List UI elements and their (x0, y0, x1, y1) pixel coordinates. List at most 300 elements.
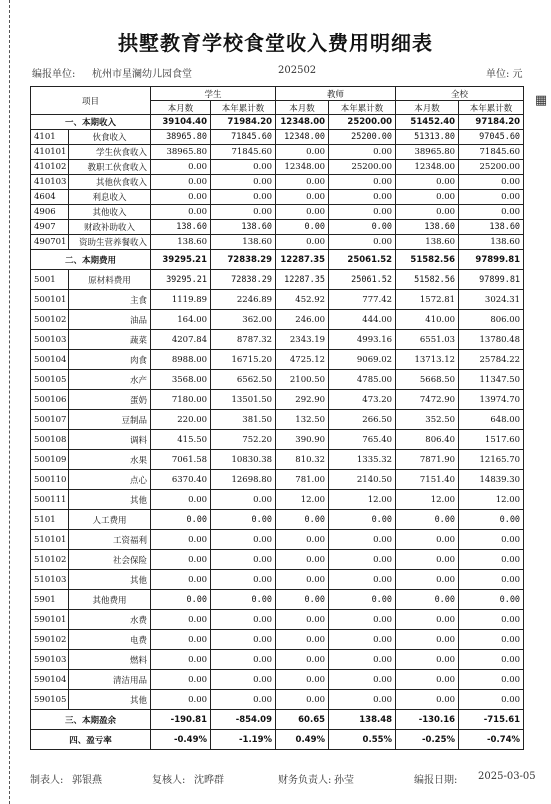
row-value-cell: 0.00 (396, 670, 459, 690)
row-value-cell: 138.60 (211, 235, 276, 250)
row-value-cell: 0.00 (396, 590, 459, 610)
row-value-cell: 0.00 (276, 220, 329, 235)
row-value-cell: 0.00 (151, 590, 211, 610)
row-value-cell: 0.00 (276, 610, 329, 630)
row-value-cell: 266.50 (329, 410, 396, 430)
row-item-name: 蛋奶 (69, 390, 151, 410)
maker-label: 制表人: (30, 775, 64, 786)
row-value-cell: 0.00 (396, 510, 459, 530)
row-value-cell: 0.00 (211, 490, 276, 510)
table-row (31, 610, 524, 630)
finance-name: 孙莹 (334, 775, 354, 786)
row-account-code: 4906 (31, 205, 69, 220)
row-value-cell: 0.00 (329, 550, 396, 570)
row-item-name: 蔬菜 (69, 330, 151, 350)
row-account-code: 590105 (31, 690, 69, 710)
row-value-cell: 1119.89 (151, 290, 211, 310)
row-value-cell: 0.00 (151, 190, 211, 205)
row-value-cell: 0.00 (396, 550, 459, 570)
table-row (31, 550, 524, 570)
row-value-cell: 7151.40 (396, 470, 459, 490)
row-value-cell: 292.90 (276, 390, 329, 410)
header-group-student: 学生 (151, 87, 276, 101)
row-value-cell: 13974.70 (459, 390, 524, 410)
row-item-name: 肉食 (69, 350, 151, 370)
row-value-cell: 0.00 (211, 160, 276, 175)
row-value-cell: 11347.50 (459, 370, 524, 390)
row-item-name: 其他 (69, 690, 151, 710)
row-value-cell: 0.00 (211, 550, 276, 570)
row-value-cell: 0.00 (329, 235, 396, 250)
row-value-cell: 0.00 (329, 650, 396, 670)
row-value-cell: 781.00 (276, 470, 329, 490)
row-value-cell: 7180.00 (151, 390, 211, 410)
table-row (31, 270, 524, 290)
row-value-cell: 12.00 (396, 490, 459, 510)
table-row (31, 470, 524, 490)
row-value-cell: 4785.00 (329, 370, 396, 390)
row-value-cell: 0.49% (276, 730, 329, 750)
row-value-cell: 16715.20 (211, 350, 276, 370)
row-value-cell: 14839.30 (459, 470, 524, 490)
row-value-cell: 7061.58 (151, 450, 211, 470)
row-value-cell: -130.16 (396, 710, 459, 730)
row-value-cell: 0.00 (211, 530, 276, 550)
row-value-cell: 0.00 (276, 670, 329, 690)
header-month: 本月数 (396, 101, 459, 115)
row-value-cell: 6562.50 (211, 370, 276, 390)
row-item-name: 水费 (69, 610, 151, 630)
row-value-cell: 2100.50 (276, 370, 329, 390)
row-value-cell: 0.00 (211, 175, 276, 190)
header-group-school: 全校 (396, 87, 524, 101)
row-value-cell: 25200.00 (459, 160, 524, 175)
row-account-code: 4101 (31, 130, 69, 145)
row-account-code: 500105 (31, 370, 69, 390)
row-value-cell: 2140.50 (329, 470, 396, 490)
row-value-cell: 0.00 (329, 590, 396, 610)
row-value-cell: 9069.02 (329, 350, 396, 370)
row-value-cell: 0.00 (151, 690, 211, 710)
row-value-cell: 12165.70 (459, 450, 524, 470)
reviewer-label: 复核人: (152, 775, 186, 786)
table-row (31, 370, 524, 390)
row-value-cell: 0.00 (329, 630, 396, 650)
row-value-cell: 132.50 (276, 410, 329, 430)
table-row (31, 650, 524, 670)
row-item-name: 豆制品 (69, 410, 151, 430)
row-item-name: 利息收入 (69, 190, 151, 205)
row-item-name: 财政补助收入 (69, 220, 151, 235)
row-value-cell: 12348.00 (276, 160, 329, 175)
row-value-cell: 0.00 (459, 570, 524, 590)
report-title: 拱墅教育学校食堂收入费用明细表 (118, 31, 433, 55)
row-account-code: 500111 (31, 490, 69, 510)
row-account-code: 500108 (31, 430, 69, 450)
row-value-cell: 39104.40 (151, 115, 211, 130)
row-value-cell: 0.00 (329, 145, 396, 160)
row-value-cell: 0.00 (276, 690, 329, 710)
row-section-label: 一、本期收入 (31, 115, 151, 130)
table-row (31, 510, 524, 530)
row-value-cell: 1517.60 (459, 430, 524, 450)
row-value-cell: 164.00 (151, 310, 211, 330)
row-account-code: 410103 (31, 175, 69, 190)
row-value-cell: 0.00 (396, 630, 459, 650)
table-row (31, 630, 524, 650)
row-value-cell: 0.00 (151, 160, 211, 175)
header-ytd: 本年累计数 (329, 101, 396, 115)
row-account-code: 500107 (31, 410, 69, 430)
row-value-cell: 51582.56 (396, 270, 459, 290)
row-value-cell: 0.00 (276, 570, 329, 590)
row-account-code: 590101 (31, 610, 69, 630)
row-value-cell: 97899.81 (459, 270, 524, 290)
row-value-cell: 352.50 (396, 410, 459, 430)
row-account-code: 500102 (31, 310, 69, 330)
table-row (31, 250, 524, 270)
table-row (31, 130, 524, 145)
row-item-name: 油品 (69, 310, 151, 330)
row-value-cell: 138.60 (459, 235, 524, 250)
row-account-code: 510101 (31, 530, 69, 550)
row-value-cell: 0.00 (151, 670, 211, 690)
row-value-cell: 0.00 (211, 630, 276, 650)
row-value-cell: 0.00 (211, 190, 276, 205)
row-value-cell: 12698.80 (211, 470, 276, 490)
row-value-cell: 138.60 (211, 220, 276, 235)
report-date: 2025-03-05 (478, 771, 536, 782)
row-item-name: 其他费用 (69, 590, 151, 610)
header-group-teacher: 教师 (276, 87, 396, 101)
row-value-cell: 0.00 (276, 510, 329, 530)
row-value-cell: 0.00 (329, 690, 396, 710)
row-value-cell: 97899.81 (459, 250, 524, 270)
row-value-cell: 0.00 (151, 650, 211, 670)
row-value-cell: 0.00 (276, 650, 329, 670)
row-value-cell: 12348.00 (276, 130, 329, 145)
row-value-cell: 12.00 (276, 490, 329, 510)
row-value-cell: 0.00 (151, 490, 211, 510)
row-value-cell: 13713.12 (396, 350, 459, 370)
table-row (31, 175, 524, 190)
row-value-cell: 25200.00 (329, 160, 396, 175)
row-value-cell: 138.60 (396, 220, 459, 235)
row-item-name: 资助生营养餐收入 (69, 235, 151, 250)
row-value-cell: -0.74% (459, 730, 524, 750)
row-value-cell: 51313.80 (396, 130, 459, 145)
table-row (31, 205, 524, 220)
row-value-cell: 0.00 (276, 205, 329, 220)
row-value-cell: 0.00 (459, 190, 524, 205)
row-section-label: 三、本期盈余 (31, 710, 151, 730)
header-ytd: 本年累计数 (211, 101, 276, 115)
row-item-name: 伙食收入 (69, 130, 151, 145)
row-item-name: 其他 (69, 570, 151, 590)
finance-label: 财务负责人: (278, 775, 332, 786)
row-value-cell: 648.00 (459, 410, 524, 430)
row-item-name: 水果 (69, 450, 151, 470)
row-value-cell: 0.00 (211, 670, 276, 690)
table-row (31, 710, 524, 730)
row-value-cell: 12287.35 (276, 270, 329, 290)
row-item-name: 水产 (69, 370, 151, 390)
row-value-cell: 5668.50 (396, 370, 459, 390)
table-row (31, 160, 524, 175)
table-row (31, 430, 524, 450)
row-value-cell: 25200.00 (329, 130, 396, 145)
table-row (31, 530, 524, 550)
row-item-name: 工资福利 (69, 530, 151, 550)
row-value-cell: 60.65 (276, 710, 329, 730)
row-value-cell: 51582.56 (396, 250, 459, 270)
row-value-cell: 0.00 (396, 610, 459, 630)
row-value-cell: 39295.21 (151, 270, 211, 290)
row-account-code: 510103 (31, 570, 69, 590)
row-value-cell: 25200.00 (329, 115, 396, 130)
row-value-cell: 138.60 (151, 220, 211, 235)
row-value-cell: 0.00 (151, 610, 211, 630)
maker-name: 郭银燕 (72, 775, 102, 786)
row-item-name: 其他伙食收入 (69, 175, 151, 190)
row-value-cell: 4725.12 (276, 350, 329, 370)
row-value-cell: 0.00 (211, 205, 276, 220)
row-account-code: 5101 (31, 510, 69, 530)
row-account-code: 5001 (31, 270, 69, 290)
row-value-cell: 13780.48 (459, 330, 524, 350)
table-row (31, 310, 524, 330)
row-account-code: 490701 (31, 235, 69, 250)
row-value-cell: 12287.35 (276, 250, 329, 270)
row-value-cell: 220.00 (151, 410, 211, 430)
row-value-cell: 25784.22 (459, 350, 524, 370)
row-value-cell: 0.00 (211, 570, 276, 590)
table-row (31, 115, 524, 130)
row-value-cell: 97045.60 (459, 130, 524, 145)
row-value-cell: 0.00 (459, 610, 524, 630)
row-value-cell: 765.40 (329, 430, 396, 450)
row-value-cell: 0.00 (211, 510, 276, 530)
row-value-cell: 12.00 (329, 490, 396, 510)
row-value-cell: 0.00 (459, 670, 524, 690)
row-value-cell: 6370.40 (151, 470, 211, 490)
row-value-cell: 3024.31 (459, 290, 524, 310)
row-item-name: 其他收入 (69, 205, 151, 220)
table-row (31, 190, 524, 205)
table-row (31, 450, 524, 470)
row-value-cell: 0.00 (151, 205, 211, 220)
row-value-cell: 38965.80 (151, 130, 211, 145)
row-value-cell: -0.25% (396, 730, 459, 750)
table-body (31, 115, 524, 750)
row-value-cell: 0.00 (396, 690, 459, 710)
row-value-cell: 752.20 (211, 430, 276, 450)
row-value-cell: 0.00 (276, 235, 329, 250)
table-row (31, 220, 524, 235)
row-value-cell: 0.00 (329, 530, 396, 550)
date-label: 编报日期: (414, 775, 458, 786)
row-section-label: 二、本期费用 (31, 250, 151, 270)
row-value-cell: 0.00 (329, 175, 396, 190)
reporting-unit-name: 杭州市星澜幼儿园食堂 (92, 69, 192, 80)
row-value-cell: 777.42 (329, 290, 396, 310)
row-value-cell: 0.00 (329, 510, 396, 530)
row-value-cell: 71845.60 (211, 145, 276, 160)
row-value-cell: 0.00 (276, 530, 329, 550)
row-value-cell: 0.00 (276, 550, 329, 570)
row-item-name: 清洁用品 (69, 670, 151, 690)
row-value-cell: -715.61 (459, 710, 524, 730)
row-value-cell: 0.00 (396, 175, 459, 190)
row-account-code: 590104 (31, 670, 69, 690)
row-value-cell: 10830.38 (211, 450, 276, 470)
qr-code-icon[interactable]: ▦ (534, 93, 548, 108)
row-value-cell: 810.32 (276, 450, 329, 470)
row-value-cell: 0.00 (329, 670, 396, 690)
row-value-cell: 25061.52 (329, 270, 396, 290)
table-row (31, 410, 524, 430)
row-value-cell: 138.60 (151, 235, 211, 250)
row-value-cell: 0.00 (396, 570, 459, 590)
row-value-cell: -854.09 (211, 710, 276, 730)
row-value-cell: 410.00 (396, 310, 459, 330)
header-month: 本月数 (151, 101, 211, 115)
row-value-cell: 0.00 (459, 550, 524, 570)
row-value-cell: 12348.00 (396, 160, 459, 175)
row-account-code: 500101 (31, 290, 69, 310)
row-item-name: 电费 (69, 630, 151, 650)
row-value-cell: -1.19% (211, 730, 276, 750)
header-ytd: 本年累计数 (459, 101, 524, 115)
row-value-cell: 2343.19 (276, 330, 329, 350)
row-value-cell: 0.00 (276, 590, 329, 610)
row-item-name: 教职工伙食收入 (69, 160, 151, 175)
table-row (31, 350, 524, 370)
row-value-cell: 0.55% (329, 730, 396, 750)
row-value-cell: 806.00 (459, 310, 524, 330)
row-value-cell: 0.00 (396, 190, 459, 205)
row-value-cell: 806.40 (396, 430, 459, 450)
row-value-cell: 1572.81 (396, 290, 459, 310)
row-value-cell: 0.00 (151, 550, 211, 570)
row-value-cell: 38965.80 (151, 145, 211, 160)
header-item: 项目 (31, 87, 151, 115)
row-value-cell: 2246.89 (211, 290, 276, 310)
row-value-cell: 0.00 (459, 690, 524, 710)
row-item-name: 社会保险 (69, 550, 151, 570)
row-value-cell: 138.60 (396, 235, 459, 250)
row-value-cell: 0.00 (151, 630, 211, 650)
table-row (31, 670, 524, 690)
table-row (31, 490, 524, 510)
row-value-cell: 0.00 (276, 630, 329, 650)
row-account-code: 510102 (31, 550, 69, 570)
row-value-cell: 138.60 (459, 220, 524, 235)
row-value-cell: 0.00 (329, 190, 396, 205)
row-value-cell: 7871.90 (396, 450, 459, 470)
table-row (31, 290, 524, 310)
row-value-cell: 0.00 (211, 690, 276, 710)
table-row (31, 690, 524, 710)
row-value-cell: 444.00 (329, 310, 396, 330)
row-value-cell: 390.90 (276, 430, 329, 450)
row-value-cell: 415.50 (151, 430, 211, 450)
header-month: 本月数 (276, 101, 329, 115)
row-value-cell: 362.00 (211, 310, 276, 330)
row-value-cell: 0.00 (459, 510, 524, 530)
row-value-cell: 39295.21 (151, 250, 211, 270)
row-value-cell: 71845.60 (459, 145, 524, 160)
table-row (31, 145, 524, 160)
row-value-cell: 0.00 (329, 610, 396, 630)
reviewer-name: 沈晔群 (194, 775, 224, 786)
row-value-cell: 0.00 (276, 145, 329, 160)
row-value-cell: 0.00 (396, 205, 459, 220)
currency-unit: 单位: 元 (486, 69, 523, 80)
row-value-cell: 6551.03 (396, 330, 459, 350)
table-row (31, 570, 524, 590)
row-value-cell: 8988.00 (151, 350, 211, 370)
row-value-cell: 0.00 (151, 530, 211, 550)
row-value-cell: 0.00 (396, 530, 459, 550)
row-value-cell: 0.00 (276, 175, 329, 190)
row-account-code: 590102 (31, 630, 69, 650)
row-account-code: 410101 (31, 145, 69, 160)
row-value-cell: 0.00 (459, 530, 524, 550)
row-value-cell: 0.00 (459, 175, 524, 190)
income-expense-table (30, 86, 524, 750)
row-value-cell: 452.92 (276, 290, 329, 310)
row-value-cell: 0.00 (211, 610, 276, 630)
row-account-code: 500109 (31, 450, 69, 470)
row-value-cell: 0.00 (151, 570, 211, 590)
row-value-cell: 71984.20 (211, 115, 276, 130)
row-value-cell: 0.00 (329, 570, 396, 590)
row-value-cell: 0.00 (329, 205, 396, 220)
row-account-code: 590103 (31, 650, 69, 670)
row-value-cell: 0.00 (459, 590, 524, 610)
row-item-name: 其他 (69, 490, 151, 510)
row-value-cell: 473.20 (329, 390, 396, 410)
row-account-code: 410102 (31, 160, 69, 175)
reporting-unit-label: 编报单位: (32, 69, 76, 80)
row-value-cell: 246.00 (276, 310, 329, 330)
row-value-cell: 12.00 (459, 490, 524, 510)
row-item-name: 原材料费用 (69, 270, 151, 290)
row-value-cell: 38965.80 (396, 145, 459, 160)
row-value-cell: -190.81 (151, 710, 211, 730)
row-value-cell: 0.00 (151, 175, 211, 190)
row-item-name: 燃料 (69, 650, 151, 670)
row-value-cell: 7472.90 (396, 390, 459, 410)
row-item-name: 点心 (69, 470, 151, 490)
row-account-code: 4907 (31, 220, 69, 235)
row-section-label: 四、盈亏率 (31, 730, 151, 750)
row-value-cell: 71845.60 (211, 130, 276, 145)
row-account-code: 500106 (31, 390, 69, 410)
row-value-cell: 0.00 (459, 630, 524, 650)
row-value-cell: 0.00 (329, 220, 396, 235)
row-value-cell: 4207.84 (151, 330, 211, 350)
row-value-cell: -0.49% (151, 730, 211, 750)
row-value-cell: 8787.32 (211, 330, 276, 350)
row-value-cell: 0.00 (459, 205, 524, 220)
row-account-code: 500110 (31, 470, 69, 490)
row-item-name: 学生伙食收入 (69, 145, 151, 160)
row-account-code: 4604 (31, 190, 69, 205)
report-period: 202502 (278, 65, 317, 76)
row-value-cell: 0.00 (459, 650, 524, 670)
